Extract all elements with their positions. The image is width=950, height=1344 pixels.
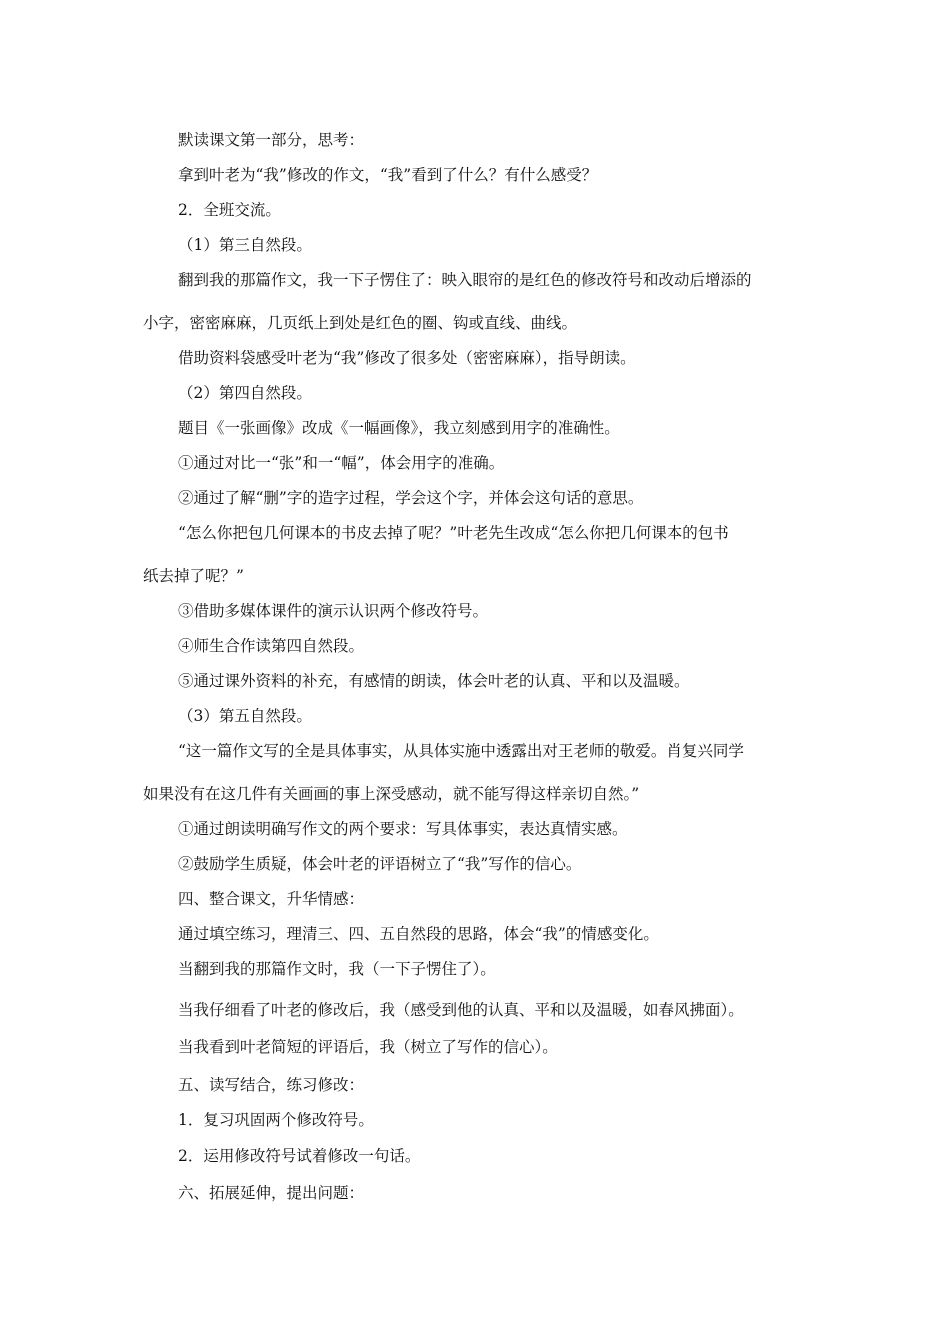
text-line: ⑤通过课外资料的补充，有感情的朗读，体会叶老的认真、平和以及温暖。 (178, 672, 690, 690)
text-line: ④师生合作读第四自然段。 (178, 637, 365, 655)
text-line: “这一篇作文写的全是具体事实，从具体实施中透露出对王老师的敬爱。肖复兴同学 (178, 742, 744, 760)
text-line: 如果没有在这几件有关画画的事上深受感动，就不能写得这样亲切自然。” (143, 785, 640, 803)
text-line: 拿到叶老为“我”修改的作文，“我”看到了什么？有什么感受？ (178, 166, 598, 184)
text-line: 1．复习巩固两个修改符号。 (178, 1111, 374, 1129)
text-line: 2．全班交流。 (178, 201, 281, 219)
text-line: 纸去掉了呢？” (143, 567, 244, 585)
text-line: ①通过对比一“张”和一“幅”，体会用字的准确。 (178, 454, 505, 472)
text-line: 当我仔细看了叶老的修改后，我（感受到他的认真、平和以及温暖，如春风拂面）。 (178, 1001, 744, 1019)
text-line: （1）第三自然段。 (178, 236, 312, 254)
text-line: 借助资料袋感受叶老为“我”修改了很多处（密密麻麻），指导朗读。 (178, 349, 636, 367)
text-line: ①通过朗读明确写作文的两个要求：写具体事实，表达真情实感。 (178, 820, 628, 838)
text-line: （2）第四自然段。 (178, 384, 312, 402)
text-line: 当翻到我的那篇作文时，我（一下子愣住了）。 (178, 960, 496, 978)
text-line: ③借助多媒体课件的演示认识两个修改符号。 (178, 602, 489, 620)
text-line: ②鼓励学生质疑，体会叶老的评语树立了“我”写作的信心。 (178, 855, 582, 873)
text-line: 翻到我的那篇作文，我一下子愣住了：映入眼帘的是红色的修改符号和改动后增添的 (178, 271, 752, 289)
text-line: ②通过了解“删”字的造字过程，学会这个字，并体会这句话的意思。 (178, 489, 644, 507)
text-line: 默读课文第一部分，思考： (178, 131, 365, 149)
text-line: 五、读写结合，练习修改： (178, 1076, 365, 1094)
text-line: 四、整合课文，升华情感： (178, 890, 365, 908)
text-line: 小字，密密麻麻，几页纸上到处是红色的圈、钩或直线、曲线。 (143, 314, 578, 332)
text-line: 题目《一张画像》改成《一幅画像》，我立刻感到用字的准确性。 (178, 419, 620, 437)
text-line: 六、拓展延伸，提出问题： (178, 1184, 365, 1202)
text-line: “怎么你把包几何课本的书皮去掉了呢？”叶老先生改成“怎么你把几何课本的包书 (178, 524, 729, 542)
text-line: （3）第五自然段。 (178, 707, 312, 725)
text-line: 2．运用修改符号试着修改一句话。 (178, 1147, 421, 1165)
text-line: 当我看到叶老简短的评语后，我（树立了写作的信心）。 (178, 1038, 558, 1056)
text-line: 通过填空练习，理清三、四、五自然段的思路，体会“我”的情感变化。 (178, 925, 659, 943)
